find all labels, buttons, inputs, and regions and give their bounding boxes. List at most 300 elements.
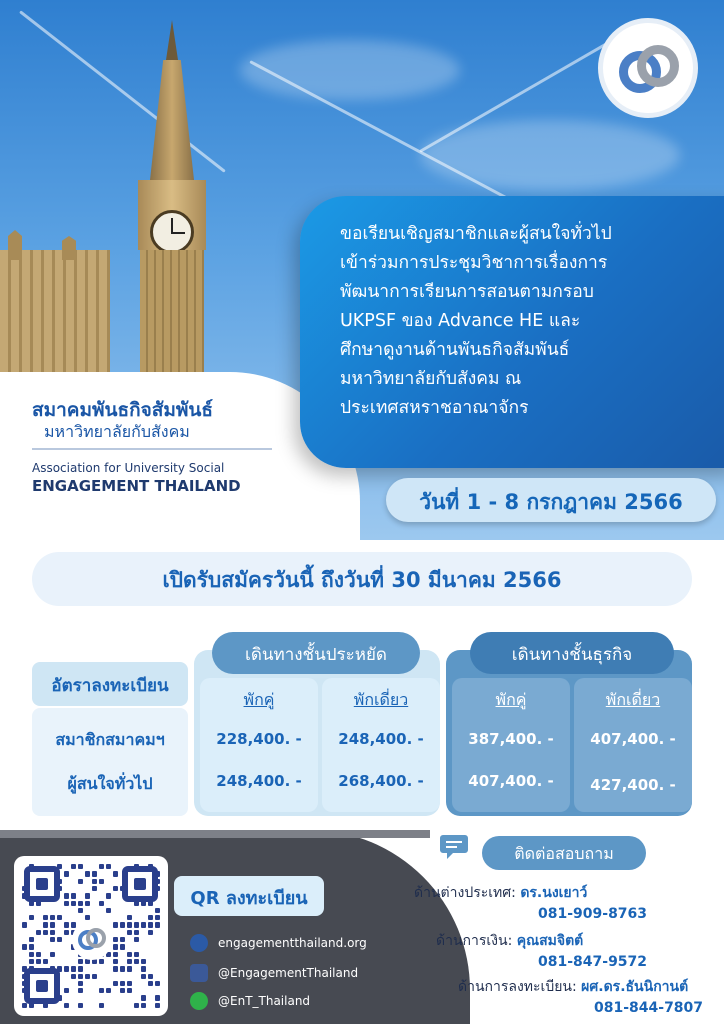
- qr-module: [120, 937, 125, 942]
- qr-module: [71, 864, 76, 869]
- qr-module: [127, 988, 132, 993]
- invitation-line: เข้าร่วมการประชุมวิชาการเรื่องการ: [340, 253, 608, 273]
- qr-module: [134, 981, 139, 986]
- qr-module: [134, 988, 139, 993]
- facebook-icon: [190, 964, 208, 982]
- qr-module: [64, 952, 69, 957]
- qr-module: [106, 981, 111, 986]
- price-economy-double-member: 228,400. -: [216, 730, 302, 748]
- qr-module: [148, 944, 153, 949]
- qr-module: [64, 966, 69, 971]
- qr-module: [141, 952, 146, 957]
- qr-module: [155, 930, 160, 935]
- qr-module: [106, 908, 111, 913]
- qr-module: [36, 922, 41, 927]
- association-name: [32, 398, 282, 496]
- qr-module: [134, 959, 139, 964]
- qr-module: [43, 937, 48, 942]
- qr-module: [57, 922, 62, 927]
- economy-title: เดินทางชั้นประหยัด: [245, 645, 387, 665]
- qr-module: [71, 959, 76, 964]
- qr-module: [85, 981, 90, 986]
- qr-finder-pattern: [24, 866, 60, 902]
- qr-module: [148, 988, 153, 993]
- qr-module: [64, 974, 69, 979]
- qr-module: [71, 893, 76, 898]
- qr-module: [113, 915, 118, 920]
- qr-module: [92, 864, 97, 869]
- qr-module: [106, 959, 111, 964]
- qr-module: [29, 915, 34, 920]
- qr-module: [85, 879, 90, 884]
- qr-module: [106, 901, 111, 906]
- qr-module: [85, 988, 90, 993]
- cloud: [240, 40, 460, 100]
- qr-module: [50, 959, 55, 964]
- qr-module: [113, 901, 118, 906]
- qr-module: [113, 908, 118, 913]
- qr-module: [155, 901, 160, 906]
- price-economy-single-member: 248,400. -: [338, 730, 424, 748]
- qr-module: [113, 864, 118, 869]
- qr-module: [64, 879, 69, 884]
- qr-module: [106, 864, 111, 869]
- qr-module: [99, 988, 104, 993]
- registration-deadline-text: เปิดรับสมัครวันนี้ ถึงวันที่ 30 มีนาคม 2566: [162, 568, 562, 592]
- qr-module: [71, 952, 76, 957]
- qr-module: [134, 974, 139, 979]
- qr-module: [78, 886, 83, 891]
- qr-module: [78, 988, 83, 993]
- qr-module: [155, 974, 160, 979]
- qr-module: [148, 995, 153, 1000]
- price-business-single-general: 427,400. -: [590, 776, 676, 794]
- qr-module: [57, 937, 62, 942]
- qr-module: [64, 915, 69, 920]
- qr-module: [120, 966, 125, 971]
- qr-module: [78, 901, 83, 906]
- qr-module: [22, 944, 27, 949]
- qr-module: [120, 981, 125, 986]
- qr-module: [78, 871, 83, 876]
- qr-module: [155, 1003, 160, 1008]
- qr-module: [64, 864, 69, 869]
- qr-module: [127, 922, 132, 927]
- qr-module: [85, 995, 90, 1000]
- qr-module: [155, 922, 160, 927]
- www-icon: [190, 934, 208, 952]
- qr-module: [127, 981, 132, 986]
- qr-module: [92, 901, 97, 906]
- association-name-en-bold: ENGAGEMENT THAILAND: [32, 477, 241, 495]
- qr-module: [92, 893, 97, 898]
- qr-module: [57, 952, 62, 957]
- qr-module: [22, 915, 27, 920]
- qr-module: [57, 959, 62, 964]
- qr-module: [134, 922, 139, 927]
- palace-building: [0, 250, 110, 380]
- qr-module: [141, 1003, 146, 1008]
- qr-module: [148, 981, 153, 986]
- qr-module: [134, 1003, 139, 1008]
- qr-module: [99, 915, 104, 920]
- economy-single-label: พักเดี่ยว: [353, 690, 409, 709]
- contact-finance: [436, 930, 583, 952]
- qr-module: [113, 893, 118, 898]
- qr-module: [113, 1003, 118, 1008]
- qr-module: [155, 937, 160, 942]
- qr-module: [64, 959, 69, 964]
- qr-finder-pattern: [24, 968, 60, 1004]
- qr-module: [85, 974, 90, 979]
- association-name-en: Association for University Social: [32, 461, 225, 475]
- qr-module: [134, 995, 139, 1000]
- qr-module: [134, 944, 139, 949]
- qr-module: [22, 937, 27, 942]
- qr-module: [36, 908, 41, 913]
- qr-module: [148, 974, 153, 979]
- qr-module: [99, 893, 104, 898]
- qr-module: [155, 915, 160, 920]
- event-date: วันที่ 1 - 8 กรกฎาคม 2566: [419, 490, 683, 514]
- qr-module: [99, 879, 104, 884]
- price-business-double-member: 387,400. -: [468, 730, 554, 748]
- qr-module: [85, 886, 90, 891]
- row-label-member: สมาชิกสมาคมฯ: [55, 730, 165, 749]
- qr-module: [120, 908, 125, 913]
- qr-module: [29, 908, 34, 913]
- qr-module: [155, 959, 160, 964]
- qr-module: [113, 922, 118, 927]
- association-name-th: สมาคมพันธกิจสัมพันธ์: [32, 399, 214, 421]
- qr-module: [106, 1003, 111, 1008]
- qr-module: [106, 893, 111, 898]
- qr-module: [99, 908, 104, 913]
- contact-label: ด้านการลงทะเบียน:: [458, 979, 577, 995]
- qr-module: [92, 981, 97, 986]
- qr-module: [92, 966, 97, 971]
- qr-module: [78, 879, 83, 884]
- qr-module: [120, 930, 125, 935]
- qr-module: [141, 915, 146, 920]
- qr-module: [78, 893, 83, 898]
- qr-module: [120, 988, 125, 993]
- qr-module: [92, 908, 97, 913]
- contact-foreign: [414, 882, 587, 904]
- qr-module: [71, 995, 76, 1000]
- qr-module: [50, 930, 55, 935]
- qr-module: [113, 974, 118, 979]
- qr-module: [113, 966, 118, 971]
- qr-module: [22, 952, 27, 957]
- qr-module: [85, 901, 90, 906]
- qr-module: [127, 915, 132, 920]
- qr-module: [92, 995, 97, 1000]
- qr-module: [99, 974, 104, 979]
- palace-turret: [62, 236, 76, 260]
- qr-module: [141, 988, 146, 993]
- qr-finder-pattern: [122, 866, 158, 902]
- chat-bubble-icon: [440, 832, 474, 862]
- contact-name: ผศ.ดร.ธันนิกานต์: [581, 979, 689, 995]
- qr-module: [36, 944, 41, 949]
- contact-phone-registration[interactable]: 081-844-7807: [594, 1000, 704, 1016]
- qr-module: [36, 937, 41, 942]
- qr-module: [43, 944, 48, 949]
- qr-module: [99, 871, 104, 876]
- qr-module: [148, 908, 153, 913]
- business-title: เดินทางชั้นธุรกิจ: [511, 645, 633, 665]
- qr-module: [141, 959, 146, 964]
- qr-module: [92, 974, 97, 979]
- qr-module: [113, 959, 118, 964]
- qr-module: [64, 1003, 69, 1008]
- qr-module: [85, 1003, 90, 1008]
- contact-label: ด้านต่างประเทศ:: [414, 885, 516, 901]
- business-double-label: พักคู่: [495, 690, 527, 709]
- qr-module: [106, 915, 111, 920]
- rate-rows-box: [32, 708, 188, 816]
- price-economy-double-general: 248,400. -: [216, 772, 302, 790]
- registration-deadline-banner: [32, 552, 692, 606]
- qr-module: [29, 937, 34, 942]
- qr-module: [141, 930, 146, 935]
- qr-module: [43, 952, 48, 957]
- qr-module: [127, 944, 132, 949]
- qr-module: [50, 922, 55, 927]
- contact-label: ด้านการเงิน:: [436, 933, 513, 949]
- qr-module: [71, 871, 76, 876]
- qr-module: [92, 871, 97, 876]
- qr-module: [127, 974, 132, 979]
- invitation-line: ขอเรียนเชิญสมาชิกและผู้สนใจทั่วไป: [340, 224, 612, 244]
- qr-module: [134, 915, 139, 920]
- qr-module: [43, 915, 48, 920]
- invitation-line: มหาวิทยาลัยกับสังคม ณ: [340, 369, 522, 389]
- qr-module: [22, 1003, 27, 1008]
- qr-module: [120, 974, 125, 979]
- qr-module: [99, 995, 104, 1000]
- qr-module: [155, 988, 160, 993]
- qr-module: [106, 879, 111, 884]
- qr-module: [113, 988, 118, 993]
- qr-module: [36, 930, 41, 935]
- qr-module: [50, 908, 55, 913]
- qr-module: [155, 944, 160, 949]
- qr-module: [148, 937, 153, 942]
- qr-module: [64, 937, 69, 942]
- qr-module: [134, 966, 139, 971]
- qr-module: [134, 952, 139, 957]
- qr-module: [71, 981, 76, 986]
- qr-module: [120, 1003, 125, 1008]
- qr-module: [127, 908, 132, 913]
- qr-module: [141, 974, 146, 979]
- footer-stripe: [0, 830, 430, 838]
- palace-turret: [8, 230, 22, 260]
- association-logo-icon: [598, 18, 698, 118]
- contact-name: คุณสมจิตต์: [516, 933, 584, 949]
- qr-module: [22, 930, 27, 935]
- qr-module: [92, 988, 97, 993]
- price-business-single-member: 407,400. -: [590, 730, 676, 748]
- facebook-link[interactable]: @EngagementThailand: [218, 966, 359, 980]
- qr-module: [57, 908, 62, 913]
- qr-module: [64, 886, 69, 891]
- qr-module: [120, 944, 125, 949]
- qr-module: [120, 952, 125, 957]
- rate-label: อัตราลงทะเบียน: [51, 676, 169, 696]
- qr-module: [141, 937, 146, 942]
- business-header: [470, 632, 674, 674]
- qr-module: [78, 981, 83, 986]
- qr-module: [141, 995, 146, 1000]
- qr-module: [64, 893, 69, 898]
- qr-module: [113, 937, 118, 942]
- qr-module: [71, 886, 76, 891]
- qr-module: [78, 959, 83, 964]
- qr-module: [99, 901, 104, 906]
- qr-module: [99, 959, 104, 964]
- qr-module: [71, 901, 76, 906]
- qr-module: [106, 886, 111, 891]
- qr-module: [85, 893, 90, 898]
- row-label-general: ผู้สนใจทั่วไป: [67, 774, 153, 793]
- qr-module: [120, 959, 125, 964]
- qr-module: [141, 944, 146, 949]
- qr-module: [106, 871, 111, 876]
- qr-module: [155, 966, 160, 971]
- qr-module: [29, 922, 34, 927]
- business-single-label: พักเดี่ยว: [605, 690, 661, 709]
- qr-module: [71, 974, 76, 979]
- qr-module: [71, 915, 76, 920]
- economy-header: [212, 632, 420, 674]
- qr-module: [113, 879, 118, 884]
- qr-module: [148, 959, 153, 964]
- qr-module: [57, 944, 62, 949]
- contact-name: ดร.นงเยาว์: [520, 885, 588, 901]
- contact-registration: [458, 976, 688, 998]
- qr-module: [64, 988, 69, 993]
- qr-module: [141, 908, 146, 913]
- qr-module: [50, 937, 55, 942]
- invitation-line: พัฒนาการเรียนการสอนตามกรอบ: [340, 282, 594, 302]
- qr-module: [113, 944, 118, 949]
- qr-module: [134, 908, 139, 913]
- qr-module: [78, 1003, 83, 1008]
- qr-module: [78, 908, 83, 913]
- qr-module: [71, 988, 76, 993]
- qr-module: [43, 959, 48, 964]
- qr-module: [50, 944, 55, 949]
- qr-module: [43, 930, 48, 935]
- big-ben-tower: [134, 20, 210, 380]
- qr-module: [29, 952, 34, 957]
- economy-double-label: พักคู่: [243, 690, 275, 709]
- qr-module: [78, 915, 83, 920]
- qr-module: [148, 915, 153, 920]
- contact-title: ติดต่อสอบถาม: [514, 844, 614, 863]
- contact-phone-foreign[interactable]: 081-909-8763: [538, 906, 648, 922]
- qr-module: [71, 1003, 76, 1008]
- qr-module: [92, 879, 97, 884]
- qr-module: [127, 952, 132, 957]
- line-link[interactable]: @EnT_Thailand: [218, 994, 311, 1008]
- qr-module: [127, 937, 132, 942]
- website-link[interactable]: engagementthailand.org: [218, 936, 367, 950]
- qr-module: [43, 908, 48, 913]
- qr-module: [64, 901, 69, 906]
- qr-module: [148, 952, 153, 957]
- invitation-line: ศึกษาดูงานด้านพันธกิจสัมพันธ์: [340, 340, 570, 360]
- event-date-badge: [386, 478, 716, 522]
- qr-module: [155, 952, 160, 957]
- qr-logo-icon: [72, 920, 112, 960]
- qr-module: [85, 871, 90, 876]
- qr-module: [78, 966, 83, 971]
- qr-module: [148, 922, 153, 927]
- qr-module: [43, 922, 48, 927]
- contact-phone-finance[interactable]: 081-847-9572: [538, 954, 648, 970]
- qr-module: [134, 930, 139, 935]
- qr-module: [113, 981, 118, 986]
- rate-label-box: [32, 662, 188, 706]
- qr-module: [85, 908, 90, 913]
- qr-module: [134, 937, 139, 942]
- qr-module: [57, 915, 62, 920]
- qr-module: [99, 1003, 104, 1008]
- qr-module: [64, 995, 69, 1000]
- qr-module: [36, 952, 41, 957]
- divider: [32, 448, 272, 450]
- qr-module: [64, 871, 69, 876]
- qr-module: [106, 995, 111, 1000]
- invitation-line: UKPSF ของ Advance HE และ: [340, 311, 581, 331]
- qr-module: [127, 995, 132, 1000]
- qr-module: [64, 944, 69, 949]
- price-economy-single-general: 268,400. -: [338, 772, 424, 790]
- qr-module: [127, 966, 132, 971]
- qr-label: QR ลงทะเบียน: [190, 888, 308, 909]
- qr-module: [78, 995, 83, 1000]
- qr-module: [155, 981, 160, 986]
- qr-module: [113, 871, 118, 876]
- qr-module: [78, 864, 83, 869]
- qr-module: [64, 981, 69, 986]
- qr-module: [92, 886, 97, 891]
- invitation-line: ประเทศสหราชอาณาจักร: [340, 398, 529, 418]
- qr-module: [36, 915, 41, 920]
- qr-module: [113, 995, 118, 1000]
- qr-module: [127, 959, 132, 964]
- qr-module: [106, 974, 111, 979]
- qr-module: [71, 879, 76, 884]
- qr-module: [120, 915, 125, 920]
- qr-module: [64, 908, 69, 913]
- qr-module: [85, 864, 90, 869]
- qr-module: [57, 901, 62, 906]
- qr-module: [22, 922, 27, 927]
- qr-module: [57, 930, 62, 935]
- qr-module: [85, 966, 90, 971]
- qr-module: [64, 922, 69, 927]
- qr-module: [29, 959, 34, 964]
- qr-module: [155, 908, 160, 913]
- qr-module: [78, 974, 83, 979]
- qr-module: [36, 959, 41, 964]
- qr-label-box: [174, 876, 324, 916]
